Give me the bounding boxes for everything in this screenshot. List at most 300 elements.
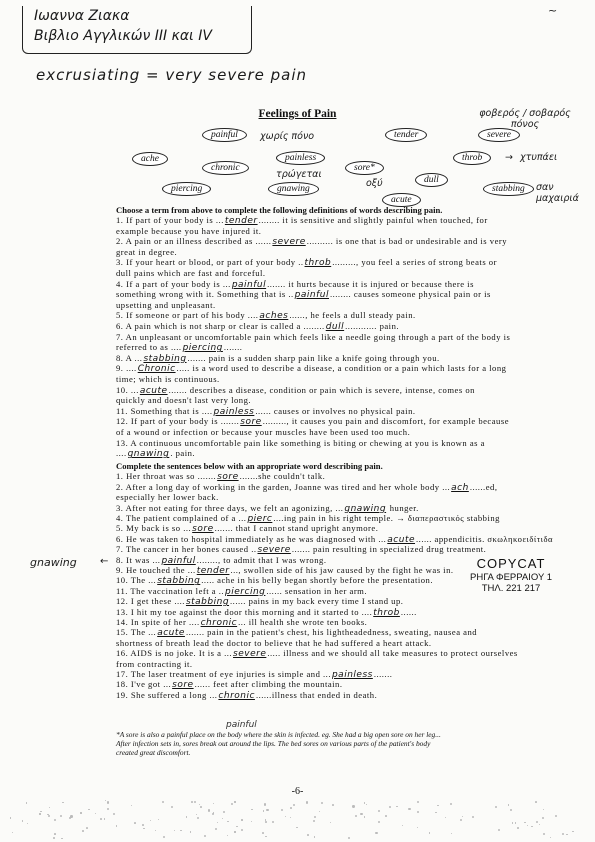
page-number: -6- bbox=[291, 786, 304, 797]
handwritten-answer: acute bbox=[157, 628, 185, 639]
line-text: 15. The ... bbox=[116, 627, 157, 638]
gloss-throb-arrow: → bbox=[505, 152, 513, 163]
line-text-end: ....... it hurts because it is injured or because there is bbox=[267, 278, 474, 289]
scan-speck bbox=[54, 833, 56, 835]
scan-speck bbox=[402, 825, 404, 827]
scan-speck bbox=[378, 821, 380, 823]
scan-speck bbox=[535, 801, 537, 803]
scan-speck bbox=[290, 807, 292, 809]
line-text: 14. In spite of her .... bbox=[116, 616, 200, 627]
line-text: dull pains which are fast and forceful. bbox=[116, 268, 266, 278]
scan-speck bbox=[107, 808, 109, 810]
scan-speck bbox=[227, 835, 228, 836]
word-tender: tender bbox=[385, 128, 427, 142]
line-text-end: ... ill health she wrote ten books. bbox=[238, 616, 368, 627]
handwritten-answer: painful bbox=[231, 279, 267, 290]
line-text-end: ............ pain. bbox=[345, 321, 400, 331]
line-text: 6. A pain which is not sharp or clear is called a ........ bbox=[116, 321, 325, 331]
handwritten-answer: gnawing bbox=[127, 449, 170, 460]
line-text-end: .......she couldn't talk. bbox=[239, 471, 326, 482]
line-text-end: ....... bbox=[373, 668, 393, 679]
scan-speck bbox=[360, 813, 362, 815]
gloss-gnawing: τρώγεται bbox=[276, 169, 322, 180]
footnote-line-1: *A sore is also a painful place on the body where the skin is infected. eg. She had a big open sore on her leg... bbox=[116, 730, 441, 739]
line-text-end: ....... that I cannot stand upright anymore. bbox=[214, 523, 379, 534]
scan-speck bbox=[517, 827, 519, 829]
scan-speck bbox=[265, 821, 267, 823]
scan-speck bbox=[378, 810, 380, 812]
section_b-line bbox=[116, 638, 560, 648]
line-text: example because you have injured it. bbox=[116, 225, 262, 236]
scan-speck bbox=[88, 809, 90, 811]
section_a-line bbox=[116, 416, 560, 427]
scan-speck bbox=[285, 816, 286, 817]
stamp-phone: ΤΗΛ. 221 217 bbox=[481, 583, 541, 594]
line-text: 1. If part of your body is ... bbox=[116, 215, 224, 225]
line-text: great in degree. bbox=[116, 246, 178, 257]
scan-speck bbox=[196, 814, 197, 815]
scan-speck bbox=[543, 809, 544, 810]
scan-speck bbox=[213, 812, 214, 813]
handwritten-answer: pierc bbox=[247, 513, 273, 524]
scan-speck bbox=[366, 804, 367, 805]
section-a-heading: Choose a term from above to complete the following definitions of words describing pain. bbox=[116, 205, 443, 215]
line-text: 11. The vaccination left a .. bbox=[116, 585, 225, 596]
scan-speck bbox=[319, 811, 320, 812]
line-text: 12. I get these .... bbox=[116, 596, 185, 607]
handwritten-answer: dull bbox=[325, 322, 345, 332]
line-text-end: ...... feet after climbing the mountain. bbox=[194, 679, 343, 690]
line-text-end: ......, he feels a dull steady pain. bbox=[289, 310, 416, 321]
word-dull: dull bbox=[415, 173, 448, 187]
worksheet-title: Feelings of Pain bbox=[258, 108, 337, 120]
section_a-line bbox=[116, 247, 560, 257]
scan-speck bbox=[22, 820, 23, 821]
scan-speck bbox=[48, 815, 50, 817]
line-text: 10. The ... bbox=[116, 575, 157, 586]
scan-speck bbox=[213, 803, 214, 804]
scan-speck bbox=[266, 809, 268, 811]
line-text-end: ..... is a word used to describe a disease, a condition or a pain which lasts for a long bbox=[176, 363, 507, 374]
scan-speck bbox=[39, 813, 40, 814]
scan-speck bbox=[113, 813, 115, 815]
handwritten-answer: throb bbox=[304, 258, 332, 269]
line-text: 6. He was taken to hospital immediately as he was diagnosed with ... bbox=[116, 533, 387, 544]
line-text-end: ..., swollen side of his jaw caused by the fight he was in. bbox=[230, 564, 454, 575]
handwritten-answer: painless bbox=[213, 406, 255, 417]
line-text-end: ........, to admit that I was wrong. bbox=[196, 554, 327, 565]
gloss-acute: οξύ bbox=[366, 178, 383, 189]
section_b-line bbox=[116, 607, 560, 618]
scan-speck bbox=[332, 804, 334, 806]
word-chronic: chronic bbox=[202, 161, 249, 175]
section_a-line bbox=[116, 385, 560, 396]
scan-speck bbox=[104, 818, 105, 819]
handwritten-answer: piercing bbox=[182, 343, 223, 354]
scan-speck bbox=[262, 832, 264, 834]
scan-speck bbox=[174, 830, 176, 832]
line-text: 9. He touched the ... bbox=[116, 564, 196, 575]
line-text: 19. She suffered a long ... bbox=[116, 689, 218, 700]
scan-speck bbox=[572, 831, 574, 833]
corner-mark: ~ bbox=[548, 4, 558, 17]
scan-speck bbox=[86, 827, 88, 829]
scan-speck bbox=[217, 822, 218, 823]
scan-speck bbox=[142, 824, 144, 826]
handwritten-answer: sore bbox=[172, 680, 194, 691]
line-text-end: ....... pain resulting in specialized drug treatment. bbox=[291, 544, 487, 555]
line-text: 7. An unpleasant or uncomfortable pain which feels like a needle going through a part of the body is bbox=[116, 331, 511, 342]
scan-speck bbox=[199, 804, 200, 805]
line-text-end: ..... illness and we should all take measures to protect ourselves bbox=[267, 648, 518, 659]
gloss-severe: φοβερός / σοβαρός πόνος bbox=[479, 108, 571, 130]
line-text-end: hunger. bbox=[387, 502, 419, 513]
scan-speck bbox=[364, 816, 365, 817]
scan-speck bbox=[375, 832, 377, 834]
line-text-end: ........ it is sensitive and slightly painful when touched, for bbox=[258, 215, 488, 225]
scan-speck bbox=[296, 827, 298, 829]
word-throb: throb bbox=[453, 151, 491, 165]
line-text: 4. The patient complained of a ... bbox=[116, 512, 247, 523]
scan-speck bbox=[26, 802, 27, 803]
handwritten-answer: acute bbox=[387, 534, 416, 545]
scan-speck bbox=[27, 823, 28, 824]
handwritten-answer: ach bbox=[451, 482, 469, 493]
line-text: especially her lower back. bbox=[116, 492, 219, 503]
line-text: 9. .... bbox=[116, 363, 137, 374]
stamp-address: ΡΗΓΑ ΦΕΡΡΑΙΟΥ 1 bbox=[470, 572, 553, 583]
scan-speck bbox=[313, 820, 315, 822]
scan-speck bbox=[293, 804, 295, 806]
line-text-end: ....... describes a disease, condition or pain which is severe, intense, comes on bbox=[168, 384, 475, 395]
scan-speck bbox=[60, 815, 62, 817]
handwritten-answer: tender bbox=[196, 565, 230, 576]
scan-speck bbox=[231, 803, 233, 805]
line-text: 3. If your heart or blood, or part of your body .. bbox=[116, 257, 304, 268]
scan-speck bbox=[290, 817, 291, 818]
scan-speck bbox=[508, 804, 510, 806]
section_a-line bbox=[116, 289, 560, 300]
scan-speck bbox=[264, 803, 266, 805]
handwritten-answer: stabbing bbox=[185, 597, 230, 608]
line-text-end: ........ causes someone physical pain or is bbox=[329, 289, 491, 300]
section-b-heading: Complete the sentences below with an appropriate word describing pain. bbox=[116, 460, 383, 471]
line-text-end: ......ed, bbox=[469, 481, 498, 492]
section_b-line bbox=[116, 534, 560, 545]
scan-speck bbox=[281, 809, 283, 811]
scan-speck bbox=[389, 806, 391, 808]
line-text-end: ....... bbox=[223, 342, 243, 353]
line-text-end: ......illness that ended in death. bbox=[255, 689, 378, 700]
section_a-line bbox=[116, 236, 560, 247]
scan-speck bbox=[251, 821, 252, 822]
scan-speck bbox=[241, 829, 243, 831]
scan-speck bbox=[314, 836, 316, 838]
scan-speck bbox=[450, 803, 452, 805]
scan-speck bbox=[462, 816, 463, 817]
line-text: time; which is continuous. bbox=[116, 374, 220, 384]
scan-speck bbox=[429, 832, 430, 833]
scan-speck bbox=[190, 831, 192, 833]
scan-speck bbox=[435, 812, 436, 813]
line-text: 10. ... bbox=[116, 384, 139, 395]
section_b-line bbox=[116, 596, 560, 607]
section_a-line bbox=[116, 310, 560, 321]
handwritten-answer: acute bbox=[139, 385, 168, 396]
scan-speck bbox=[241, 819, 242, 820]
pencil-note: painful bbox=[226, 720, 257, 730]
handwritten-answer: painless bbox=[331, 669, 373, 680]
margin-gnawing-note: gnawing bbox=[30, 556, 77, 569]
scan-speck bbox=[150, 820, 151, 821]
scan-speck bbox=[53, 837, 55, 839]
line-text: from contracting it. bbox=[116, 658, 193, 669]
handwritten-answer: sore bbox=[217, 472, 239, 483]
scan-speck bbox=[212, 813, 214, 815]
handwritten-answer: gnawing bbox=[344, 503, 387, 514]
line-text: 11. Something that is .... bbox=[116, 405, 213, 416]
scan-speck bbox=[562, 833, 564, 835]
line-text-end: ....... pain in the patient's chest, his lightheadedness, sweating, nausea and bbox=[185, 627, 478, 638]
section_a-line bbox=[116, 332, 560, 342]
scan-speck bbox=[227, 821, 229, 823]
section_a-line bbox=[116, 257, 560, 268]
scan-speck bbox=[204, 835, 206, 837]
scan-speck bbox=[95, 813, 96, 814]
line-text: 4. If a part of your body is ... bbox=[116, 278, 231, 289]
scan-speck bbox=[40, 811, 42, 813]
scan-speck bbox=[234, 831, 235, 832]
section_b-line bbox=[116, 648, 560, 659]
section_b-line bbox=[116, 471, 560, 482]
scan-speck bbox=[191, 801, 193, 803]
line-text: something wrong with it. Something that is .. bbox=[116, 289, 294, 300]
student-name: Ιωαννα Ζιακα bbox=[34, 8, 130, 24]
margin-arrow-icon: ← bbox=[100, 556, 109, 567]
handwritten-answer: severe bbox=[233, 649, 267, 660]
scan-speck bbox=[54, 819, 56, 821]
handwritten-answer: severe bbox=[257, 545, 291, 556]
book-title: Βιβλιο Αγγλικών III και IV bbox=[34, 28, 212, 44]
scan-speck bbox=[408, 808, 410, 810]
handwritten-answer: sore bbox=[192, 524, 214, 535]
scan-speck bbox=[306, 801, 308, 803]
gloss-painless: χωρίς πόνο bbox=[260, 131, 315, 142]
scan-speck bbox=[155, 830, 157, 832]
word-painless: painless bbox=[276, 151, 325, 165]
scan-speck bbox=[197, 817, 199, 819]
handwritten-answer: aches bbox=[259, 311, 289, 322]
word-sore: sore* bbox=[345, 161, 384, 175]
scan-speck bbox=[200, 806, 202, 808]
scan-speck bbox=[550, 837, 551, 838]
section_b-line bbox=[116, 492, 560, 502]
line-text-end: ....ing pain in his right temple. → διαπεραστικός stabbing bbox=[273, 512, 500, 523]
line-text-end: . pain. bbox=[170, 448, 196, 459]
line-text-end: ........., you feel a series of strong beats or bbox=[332, 257, 497, 268]
scan-speck bbox=[263, 810, 265, 812]
scan-speck bbox=[107, 801, 109, 803]
scan-speck bbox=[171, 806, 173, 808]
line-text: upsetting and unpleasant. bbox=[116, 299, 216, 310]
scan-speck bbox=[555, 815, 557, 817]
line-text: 12. If part of your body is ....... bbox=[116, 416, 240, 427]
line-text: shortness of breath lead the doctor to believe that he had suffered a heart attack. bbox=[116, 637, 432, 648]
scan-speck bbox=[364, 802, 365, 803]
section_b-line bbox=[116, 679, 560, 690]
line-text: 7. The cancer in her bones caused .. bbox=[116, 544, 257, 555]
scan-speck bbox=[515, 822, 516, 823]
line-text: 2. A pain or an illness described as ...... bbox=[116, 236, 272, 247]
scan-speck bbox=[531, 826, 533, 828]
section_a-line bbox=[116, 321, 560, 332]
scan-speck bbox=[510, 809, 512, 811]
scan-speck bbox=[512, 822, 514, 824]
scan-speck bbox=[495, 806, 497, 808]
line-text: 2. After a long day of working in the garden, Joanne was tired and her whole body ... bbox=[116, 481, 451, 492]
section_a-line bbox=[116, 342, 560, 353]
scan-speck bbox=[186, 816, 187, 817]
scan-speck bbox=[143, 828, 145, 830]
scan-speck bbox=[307, 834, 309, 836]
excruciating-note: excrusiating = very severe pain bbox=[36, 66, 307, 84]
line-text-end: ...... pains in my back every time I stand up. bbox=[230, 596, 404, 607]
scan-speck bbox=[451, 833, 452, 834]
scan-speck bbox=[10, 817, 11, 818]
scan-speck bbox=[80, 812, 81, 813]
section_a-line bbox=[116, 226, 560, 236]
line-text: 13. I hit my toe against the door this morning and it started to .... bbox=[116, 606, 373, 617]
line-text-end: ...... sensation in her arm. bbox=[266, 585, 368, 596]
scan-speck bbox=[527, 825, 528, 826]
scan-speck bbox=[223, 811, 225, 813]
word-acute: acute bbox=[382, 193, 421, 207]
scan-speck bbox=[539, 824, 540, 825]
section_a-line bbox=[116, 353, 560, 364]
handwritten-answer: painful bbox=[294, 290, 329, 301]
scan-speck bbox=[272, 821, 274, 823]
scan-speck bbox=[396, 806, 397, 807]
line-text-end: ...... appendicitis. σκωληκοειδίτιδα bbox=[416, 533, 554, 544]
scan-speck bbox=[355, 815, 357, 817]
scan-speck bbox=[234, 801, 235, 802]
line-text: 8. It was ... bbox=[116, 554, 161, 565]
scan-speck bbox=[498, 829, 500, 831]
scan-speck bbox=[417, 827, 418, 828]
scan-speck bbox=[542, 817, 544, 819]
line-text-end: ....... pain is a sudden sharp pain like a knife going through you. bbox=[187, 352, 440, 363]
section_b-line bbox=[116, 513, 560, 524]
word-severe: severe bbox=[478, 128, 520, 142]
section_a-line bbox=[116, 427, 560, 437]
scan-speck bbox=[472, 816, 474, 818]
scan-speck bbox=[348, 837, 350, 839]
scan-speck bbox=[222, 818, 223, 819]
handwritten-answer: Chronic bbox=[137, 364, 176, 375]
scan-speck bbox=[208, 809, 210, 811]
line-text: of a wound or infection or because your muscles have been used too much. bbox=[116, 427, 411, 437]
section_a-line bbox=[116, 363, 560, 374]
section_b-line bbox=[116, 544, 560, 555]
line-text-end: ...... bbox=[400, 606, 417, 617]
handwritten-answer: stabbing bbox=[143, 353, 187, 364]
scan-speck bbox=[265, 836, 266, 837]
section_b-line bbox=[116, 690, 560, 701]
section_a-line bbox=[116, 279, 560, 290]
scan-speck bbox=[330, 822, 332, 824]
section_a-line bbox=[116, 395, 560, 405]
section_a-line bbox=[116, 438, 560, 448]
scan-speck bbox=[180, 830, 181, 831]
handwritten-answer: sore bbox=[240, 417, 262, 428]
line-text: 1. Her throat was so ....... bbox=[116, 471, 217, 482]
stamp-name: COPYCAT bbox=[476, 556, 546, 571]
line-text: 18. I've got ... bbox=[116, 679, 172, 690]
handwritten-answer: throb bbox=[373, 607, 400, 618]
scan-speck bbox=[116, 825, 118, 827]
scan-speck bbox=[163, 836, 165, 838]
section_b-line bbox=[116, 659, 560, 669]
line-text: 16. AIDS is no joke. It is a ... bbox=[116, 648, 233, 659]
footnote-line-3: created great discomfort. bbox=[116, 748, 191, 757]
line-text: 5. If someone or part of his body .... bbox=[116, 310, 259, 321]
line-text: 13. A continuous uncomfortable pain like something is biting or chewing at you is known as a bbox=[116, 437, 485, 448]
scan-speck bbox=[385, 815, 387, 817]
section_b-line bbox=[116, 523, 560, 534]
scan-speck bbox=[417, 801, 419, 803]
scan-speck bbox=[236, 826, 237, 827]
line-text: 17. The laser treatment of eye injuries is simple and ... bbox=[116, 668, 331, 679]
section_b-line bbox=[116, 627, 560, 638]
gloss-throb: χτυπάει bbox=[520, 152, 558, 163]
section_a-line bbox=[116, 406, 560, 417]
scan-speck bbox=[62, 802, 64, 804]
line-text-end: .......... is one that is bad or undesirable and is very bbox=[306, 236, 508, 247]
scan-speck bbox=[82, 830, 84, 832]
scan-speck bbox=[460, 819, 462, 821]
scan-speck bbox=[162, 801, 164, 803]
scan-speck bbox=[12, 832, 13, 833]
line-text-end: ..... ache in his belly began shortly before the presentation. bbox=[201, 575, 433, 586]
section_a-line bbox=[116, 300, 560, 310]
handwritten-answer: piercing bbox=[225, 586, 266, 597]
line-text: .... bbox=[116, 448, 127, 459]
scan-speck bbox=[194, 801, 196, 803]
handwritten-answer: stabbing bbox=[157, 576, 201, 587]
section_b-line bbox=[116, 669, 560, 680]
scan-speck bbox=[437, 805, 438, 806]
scan-speck bbox=[215, 828, 217, 830]
handwritten-answer: severe bbox=[272, 237, 306, 248]
scan-speck bbox=[105, 800, 106, 801]
section_b-line bbox=[116, 503, 560, 514]
footnote-line-2: After infection sets in, sores break out around the lips. The bed sores on various parts of the patient's body bbox=[116, 739, 431, 748]
scan-speck bbox=[445, 817, 446, 818]
word-stabbing: stabbing bbox=[483, 182, 534, 196]
scan-speck bbox=[524, 822, 526, 824]
word-gnawing: gnawing bbox=[268, 182, 319, 196]
word-ache: ache bbox=[132, 152, 168, 166]
line-text-end: ...... causes or involves no physical pain. bbox=[255, 405, 416, 416]
scan-speck bbox=[131, 805, 132, 806]
line-text: quickly and doesn't last very long. bbox=[116, 395, 252, 406]
section_b-line bbox=[116, 482, 560, 493]
scan-speck bbox=[417, 811, 419, 813]
section_a-line bbox=[116, 448, 560, 459]
handwritten-answer: tender bbox=[224, 216, 258, 226]
word-painful: painful bbox=[202, 128, 247, 142]
handwritten-answer: chronic bbox=[218, 690, 255, 701]
